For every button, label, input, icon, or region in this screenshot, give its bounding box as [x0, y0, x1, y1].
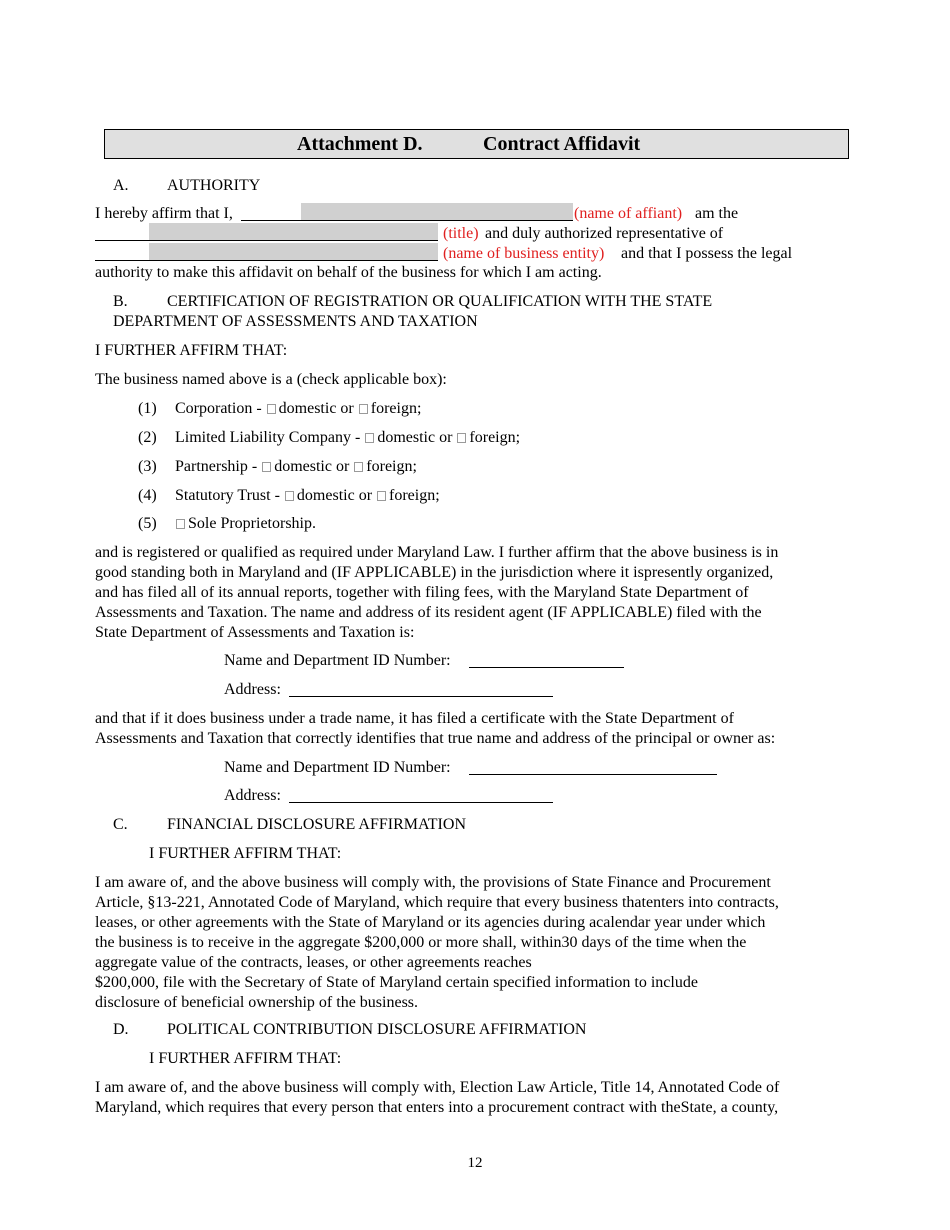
- owner-address-field[interactable]: [289, 802, 553, 803]
- affiant-placeholder: (name of affiant): [574, 205, 683, 222]
- affirm-line2-suffix: and duly authorized representative of: [485, 225, 724, 242]
- partnership-foreign-checkbox[interactable]: [354, 462, 363, 472]
- affirm-line4: authority to make this affidavit on behalf of the business for which I am acting.: [95, 264, 602, 281]
- political-contribution-paragraph: [95, 1078, 835, 1118]
- owner-name-label: Name and Department ID Number:: [224, 759, 451, 776]
- option-number: (5): [138, 515, 157, 532]
- further-affirm-c: I FURTHER AFFIRM THAT:: [149, 845, 342, 862]
- option-number: (2): [138, 429, 157, 446]
- paragraph-line: disclosure of beneficial ownership of the business.: [95, 994, 419, 1011]
- resident-agent-address-field[interactable]: [289, 696, 553, 697]
- option-number: (4): [138, 487, 157, 504]
- resident-agent-address-label: Address:: [224, 681, 281, 698]
- option-label: Corporation -: [175, 400, 262, 417]
- option-foreign-label: foreign;: [389, 487, 440, 504]
- attachment-label: Attachment D.: [297, 133, 423, 155]
- business-type-option-5: [138, 514, 157, 534]
- business-type-intro: The business named above is a (check applicable box):: [95, 371, 447, 388]
- partnership-row: [175, 457, 417, 477]
- section-b-heading-line1: CERTIFICATION OF REGISTRATION OR QUALIFICATION WITH THE STATE: [167, 293, 713, 310]
- page-title: Contract Affidavit: [483, 133, 641, 155]
- corporation-foreign-checkbox[interactable]: [359, 404, 368, 414]
- llc-foreign-checkbox[interactable]: [457, 433, 466, 443]
- option-number: (1): [138, 400, 157, 417]
- paragraph-line: Maryland, which requires that every person that enters into a procurement contract with theState, a county,: [95, 1099, 779, 1116]
- paragraph-line: I am aware of, and the above business will comply with, the provisions of State Finance and Procurement: [95, 874, 771, 891]
- paragraph-line: and has filed all of its annual reports, together with filing fees, with the Maryland State Department of: [95, 584, 749, 601]
- paragraph-line: Assessments and Taxation. The name and address of its resident agent (IF APPLICABLE) filed with the: [95, 604, 762, 621]
- statutory-trust-row: [175, 486, 440, 506]
- partnership-domestic-checkbox[interactable]: [262, 462, 271, 472]
- section-d-letter: D.: [113, 1021, 129, 1038]
- registration-paragraph: [95, 543, 835, 643]
- title-field-underline: [149, 240, 438, 241]
- paragraph-line: good standing both in Maryland and (IF APPLICABLE) in the jurisdiction where it ispresently organized,: [95, 564, 774, 581]
- trade-name-paragraph: [95, 709, 835, 749]
- affirm-line1-suffix: am the: [695, 205, 739, 222]
- section-c-letter: C.: [113, 816, 128, 833]
- paragraph-line: Article, §13-221, Annotated Code of Maryland, which require that every business thatenters into contracts,: [95, 894, 779, 911]
- paragraph-line: $200,000, file with the Secretary of State of Maryland certain specified information to include: [95, 974, 698, 991]
- affirm-line3-suffix: and that I possess the legal: [621, 245, 793, 262]
- section-c-heading: FINANCIAL DISCLOSURE AFFIRMATION: [167, 816, 466, 833]
- section-a-heading: AUTHORITY: [167, 177, 261, 194]
- option-label: Limited Liability Company -: [175, 429, 361, 446]
- resident-agent-name-label: Name and Department ID Number:: [224, 652, 451, 669]
- paragraph-line: and that if it does business under a trade name, it has filed a certificate with the State Department of: [95, 710, 734, 727]
- business-type-option-4: [138, 486, 157, 506]
- statutory-trust-foreign-checkbox[interactable]: [377, 491, 386, 501]
- sole-proprietorship-row: [175, 514, 316, 534]
- llc-row: [175, 428, 520, 448]
- further-affirm-d: I FURTHER AFFIRM THAT:: [149, 1050, 342, 1067]
- section-b-heading-line2: DEPARTMENT OF ASSESSMENTS AND TAXATION: [113, 313, 478, 330]
- option-foreign-label: foreign;: [370, 400, 422, 417]
- title-underline: [95, 240, 149, 241]
- entity-placeholder: (name of business entity): [443, 245, 605, 262]
- option-domestic-label: domestic or: [296, 487, 373, 504]
- business-entity-field[interactable]: [149, 243, 438, 260]
- option-foreign-label: foreign;: [366, 458, 417, 475]
- option-label: Statutory Trust -: [175, 487, 280, 504]
- option-label: Partnership -: [175, 458, 258, 475]
- affiant-underline: [241, 220, 301, 221]
- option-label: Sole Proprietorship.: [188, 515, 316, 532]
- option-foreign-label: foreign;: [469, 429, 521, 446]
- corporation-domestic-checkbox[interactable]: [267, 404, 276, 414]
- affirm-line-prefix: I hereby affirm that I,: [95, 205, 233, 222]
- paragraph-line: I am aware of, and the above business will comply with, Election Law Article, Title 14, Annotated Code of: [95, 1079, 780, 1096]
- entity-field-underline: [149, 260, 438, 261]
- title-field[interactable]: [149, 223, 438, 240]
- option-domestic-label: domestic or: [278, 400, 354, 417]
- title-placeholder: (title): [443, 225, 479, 242]
- paragraph-line: and is registered or qualified as required under Maryland Law. I further affirm that the above business is in: [95, 544, 779, 561]
- section-d-heading: POLITICAL CONTRIBUTION DISCLOSURE AFFIRMATION: [167, 1021, 587, 1038]
- business-type-option-1: [138, 399, 157, 419]
- llc-domestic-checkbox[interactable]: [365, 433, 374, 443]
- statutory-trust-domestic-checkbox[interactable]: [285, 491, 294, 501]
- attachment-title-box: [104, 129, 849, 159]
- paragraph-line: leases, or other agreements with the State of Maryland or its agencies during acalendar year under which: [95, 914, 766, 931]
- page-number: 12: [467, 1155, 483, 1171]
- corporation-row: [175, 399, 421, 419]
- owner-address-label: Address:: [224, 787, 281, 804]
- affiant-name-field[interactable]: [301, 203, 573, 220]
- further-affirm-b: I FURTHER AFFIRM THAT:: [95, 342, 288, 359]
- paragraph-line: aggregate value of the contracts, leases, or other agreements reaches: [95, 954, 532, 971]
- paragraph-line: State Department of Assessments and Taxation is:: [95, 624, 415, 641]
- business-type-option-2: [138, 428, 157, 448]
- resident-agent-name-field[interactable]: [469, 667, 624, 668]
- option-domestic-label: domestic or: [377, 429, 453, 446]
- paragraph-line: the business is to receive in the aggregate $200,000 or more shall, within30 days of the time when the: [95, 934, 747, 951]
- financial-disclosure-paragraph: [95, 873, 835, 1013]
- paragraph-line: Assessments and Taxation that correctly identifies that true name and address of the principal or owner as:: [95, 730, 776, 747]
- section-b-letter: B.: [113, 293, 128, 310]
- sole-proprietorship-checkbox[interactable]: [176, 519, 185, 529]
- owner-name-field[interactable]: [469, 774, 717, 775]
- entity-underline: [95, 260, 149, 261]
- option-number: (3): [138, 458, 157, 475]
- affiant-field-underline: [301, 220, 573, 221]
- section-a-letter: A.: [113, 177, 129, 194]
- business-type-option-3: [138, 457, 157, 477]
- option-domestic-label: domestic or: [274, 458, 350, 475]
